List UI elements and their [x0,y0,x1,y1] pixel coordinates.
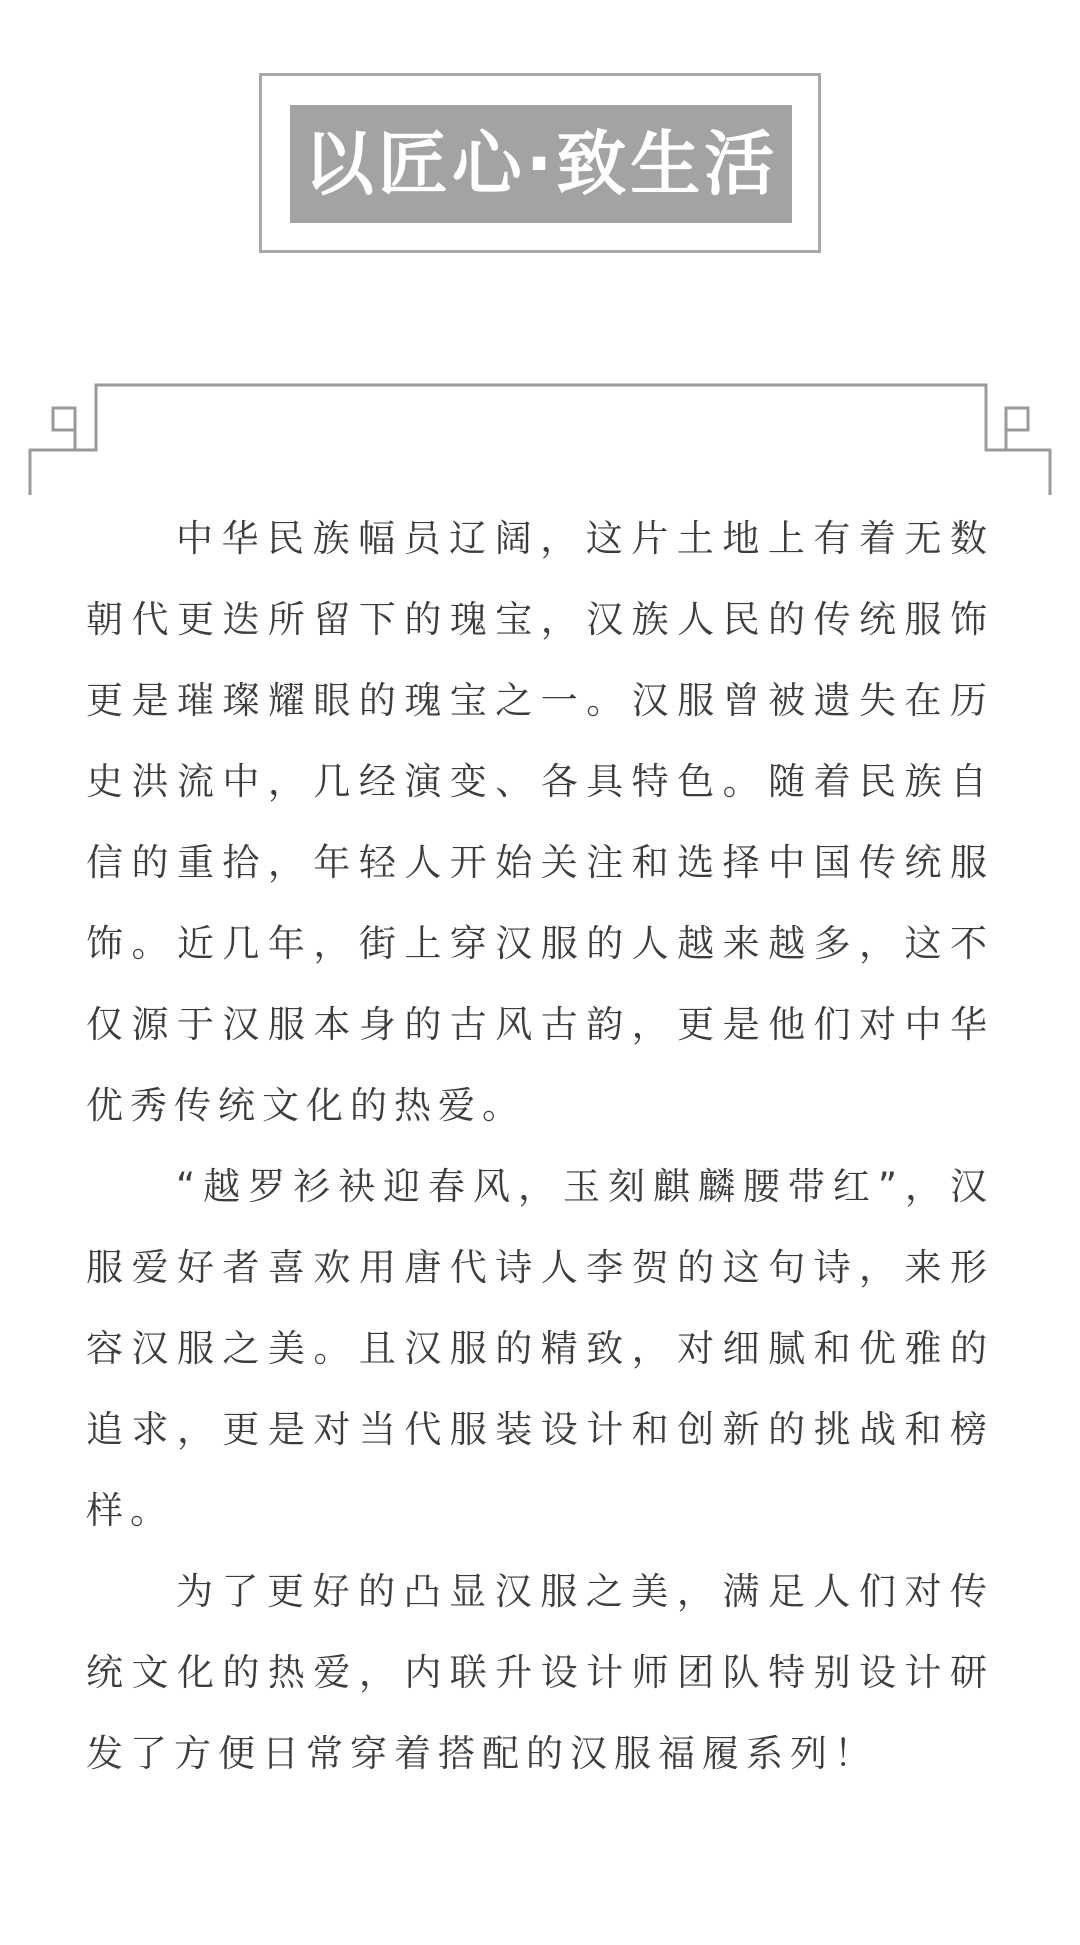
paragraph-2: “越罗衫袂迎春风，玉刻麒麟腰带红”，汉服爱好者喜欢用唐代诗人李贺的这句诗，来形容汉服之美。且汉服的精致，对细腻和优雅的追求，更是对当代服装设计和创新的挑战和榜样。 [86,1165,994,1532]
left-corner-ornament [30,408,75,495]
article-body [86,498,994,1794]
page-title: 以匠心·致生活 [303,123,779,205]
decorative-corner-border [0,0,1080,520]
paragraph-3: 为了更好的凸显汉服之美，满足人们对传统文化的热爱，内联升设计师团队特别设计研发了方便日常穿着搭配的汉服福履系列！ [86,1570,994,1775]
top-border-line [75,385,1006,450]
right-corner-ornament [1006,408,1050,495]
paragraph-1: 中华民族幅员辽阔，这片土地上有着无数朝代更迭所留下的瑰宝，汉族人民的传统服饰更是璀璨耀眼的瑰宝之一。汉服曾被遗失在历史洪流中，几经演变、各具特色。随着民族自信的重拾，年轻人开始关注和选择中国传统服饰。近几年，街上穿汉服的人越来越多，这不仅源于汉服本身的古风古韵，更是他们对中华优秀传统文化的热爱。 [86,517,994,1127]
